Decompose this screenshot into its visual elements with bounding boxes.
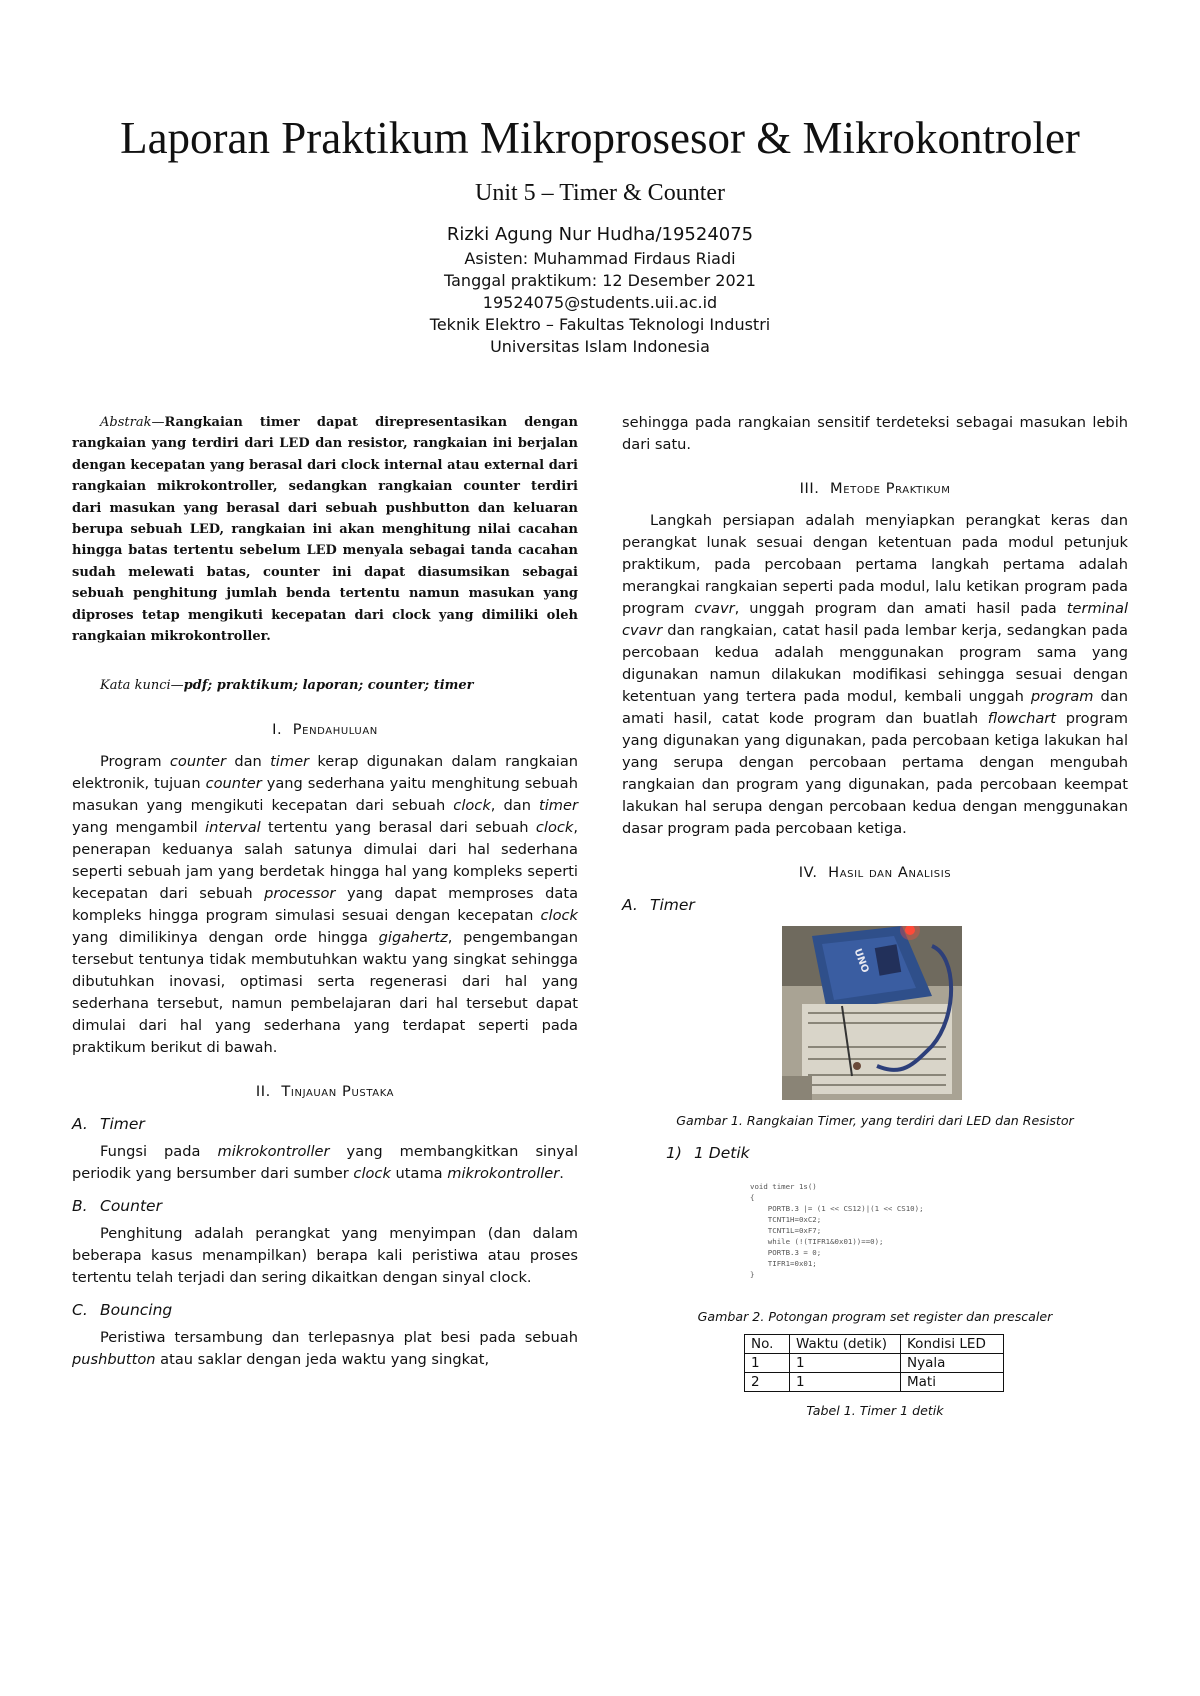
- code-line: TCNT1L=0xF7;: [750, 1226, 822, 1235]
- table-cell: 2: [745, 1373, 790, 1392]
- table-cell: Nyala: [901, 1354, 1004, 1373]
- subsection-2a-paragraph: Fungsi pada mikrokontroller yang membangkitkan sinyal periodik yang bersumber dari sumber clock utama mikrokontroller.: [72, 1143, 578, 1183]
- subsection-heading-2a: A. Timer: [72, 1115, 145, 1134]
- author-name: Rizki Agung Nur Hudha/19524075: [446, 224, 754, 245]
- figure-1-caption: Gambar 1. Rangkaian Timer, yang terdiri dari LED dan Resistor: [676, 1113, 1074, 1128]
- code-line: while (!(TIFR1&0x01))==0);: [750, 1237, 884, 1246]
- code-line: void timer 1s(): [750, 1182, 817, 1191]
- code-line: TIFR1=0x01;: [750, 1259, 817, 1268]
- figure-2-caption: Gambar 2. Potongan program set register dan prescaler: [697, 1309, 1053, 1324]
- subsection-heading-4a1: 1) 1 Detik: [666, 1144, 750, 1162]
- code-line: TCNT1H=0xC2;: [750, 1215, 822, 1224]
- section-heading-2: II. Tinjauan Pustaka: [255, 1083, 395, 1101]
- table-row: [745, 1373, 1004, 1392]
- code-line: PORTB.3 |= (1 << CS12)|(1 << CS10);: [750, 1204, 924, 1213]
- keywords-text: pdf; praktikum; laporan; counter; timer: [183, 678, 474, 694]
- circuit-photo-illustration: [782, 926, 962, 1100]
- abstract: [72, 412, 578, 647]
- subsection-2b-paragraph: Penghitung adalah perangkat yang menyimpan (dan dalam beberapa kasus menampilkan) berapa kali peristiwa atau proses tertentu telah terjadi dan sering dikaitkan dengan sinyal clock.: [72, 1225, 578, 1287]
- code-line: {: [750, 1193, 755, 1202]
- table-header-cell: No.: [745, 1335, 790, 1354]
- university-line: Universitas Islam Indonesia: [490, 337, 710, 356]
- subsection-heading-4a: A. Timer: [622, 896, 695, 914]
- circuit-photo: [782, 926, 962, 1100]
- section-heading-1: I. Pendahuluan: [272, 721, 378, 739]
- section-heading-3: III. Metode Praktikum: [799, 480, 951, 497]
- table-cell: 1: [790, 1373, 901, 1392]
- section-3-paragraph: Langkah persiapan adalah menyiapkan perangkat keras dan perangkat lunak sesuai dengan ketentuan pada modul petunjuk praktikum, pada percobaan pertama langkah pertama adalah merangkai rangkaian seperti pada modul, lalu ketikan program pada program cvavr, unggah program dan amati hasil pada terminal cvavr dan rangkaian, catat hasil pada lembar kerja, sedangkan pada percobaan kedua adalah menggunakan program sama yang digunakan namun dilakukan modifikasi sehingga sesuai dengan ketentuan yang tertera pada modul, kembali unggah program dan amati hasil, catat kode program dan buatlah flowchart program yang digunakan yang digunakan, pada percobaan ketiga lakukan hal yang serupa dengan percobaan pertama dengan mengubah rangkaian dan program yang digunakan, pada percobaan keempat lakukan hal serupa dengan percobaan kedua dengan menggunakan dasar program pada percobaan ketiga.: [622, 512, 1129, 837]
- keywords: [72, 675, 578, 697]
- author-block: [0, 222, 1200, 358]
- date-line: Tanggal praktikum: 12 Desember 2021: [444, 271, 756, 290]
- abstract-text: Rangkaian timer dapat direpresentasikan dengan rangkaian yang terdiri dari LED dan resistor, rangkaian ini berjalan dengan kecepatan yang berasal dari clock internal atau external dari rangkaian mikrokontroller, sedangkan rangkaian counter terdiri dari masukan yang berasal dari sebuah pushbutton dan keluaran berupa sebuah LED, rangkaian ini akan menghitung nilai cacahan hingga batas tertentu sebelum LED menyala sebagai tanda cacahan sudah melewati batas, counter ini dapat diasumsikan sebagai sebuah penghitung jumlah benda tertentu namun masukan yang diproses tetap mengikuti kecepatan dari clock yang dimiliki oleh rangkaian mikrokontroller.: [72, 415, 578, 645]
- subsection-heading-2c: C. Bouncing: [72, 1301, 173, 1320]
- table-cell: 1: [745, 1354, 790, 1373]
- table-1-caption: Tabel 1. Timer 1 detik: [806, 1403, 944, 1418]
- subsection-heading-2b: B. Counter: [72, 1197, 162, 1216]
- figure-1: [622, 926, 1128, 1102]
- paper-title: Laporan Praktikum Mikroprosesor & Mikrokontroler: [120, 113, 1080, 163]
- section-heading-4: IV. Hasil dan Analisis: [798, 864, 952, 881]
- section-1-paragraph: Program counter dan timer kerap digunakan dalam rangkaian elektronik, tujuan counter yang sederhana yaitu menghitung sebuah masukan yang mengikuti kecepatan dari sebuah clock, dan timer yang mengambil interval tertentu yang berasal dari sebuah clock, penerapan keduanya salah satunya dimulai dari hal sederhana seperti sebuah jam yang berdetak hingga hal yang kompleks seperti kecepatan dari sebuah processor yang dapat memproses data kompleks hingga program simulasi sesuai dengan kecepatan clock yang dimilikinya dengan orde hingga gigahertz, pengembangan tersebut tentunya tidak membutuhkan waktu yang singkat sehingga dibutuhkan inovasi, optimasi serta regenerasi dari hal yang sederhana tersebut, namun pembelajaran dari hal tersebut dapat dimulai dari hal yang sederhana yang terdapat seperti pada praktikum berikut di bawah.: [72, 753, 579, 1057]
- left-column: [72, 412, 578, 1371]
- email-line: 19524075@students.uii.ac.id: [482, 293, 718, 312]
- table-header-cell: Kondisi LED: [901, 1335, 1004, 1354]
- assistant-line: Asisten: Muhammad Firdaus Riadi: [464, 249, 736, 268]
- table-header-row: [745, 1335, 1004, 1354]
- table-cell: Mati: [901, 1373, 1004, 1392]
- board-label: UNO: [851, 947, 871, 975]
- abstract-lead: Abstrak—: [100, 415, 165, 430]
- code-line: }: [750, 1270, 755, 1279]
- subsection-2c-paragraph: Peristiwa tersambung dan terlepasnya plat besi pada sebuah pushbutton atau saklar dengan jeda waktu yang singkat,: [72, 1329, 578, 1369]
- table-row: [745, 1354, 1004, 1373]
- table-cell: 1: [790, 1354, 901, 1373]
- right-column: [622, 412, 1128, 1422]
- paper-subtitle: Unit 5 – Timer & Counter: [474, 180, 726, 206]
- code-snippet: [750, 1170, 1030, 1302]
- code-line: PORTB.3 = 0;: [750, 1248, 822, 1257]
- figure-2: [622, 1170, 1128, 1298]
- keywords-lead: Kata kunci—: [100, 678, 184, 694]
- department-line: Teknik Elektro – Fakultas Teknologi Industri: [429, 315, 771, 334]
- table-1: [744, 1334, 1004, 1392]
- table-header-cell: Waktu (detik): [790, 1335, 901, 1354]
- subsection-2c-paragraph-continued: sehingga pada rangkaian sensitif terdeteksi sebagai masukan lebih dari satu.: [622, 414, 1128, 453]
